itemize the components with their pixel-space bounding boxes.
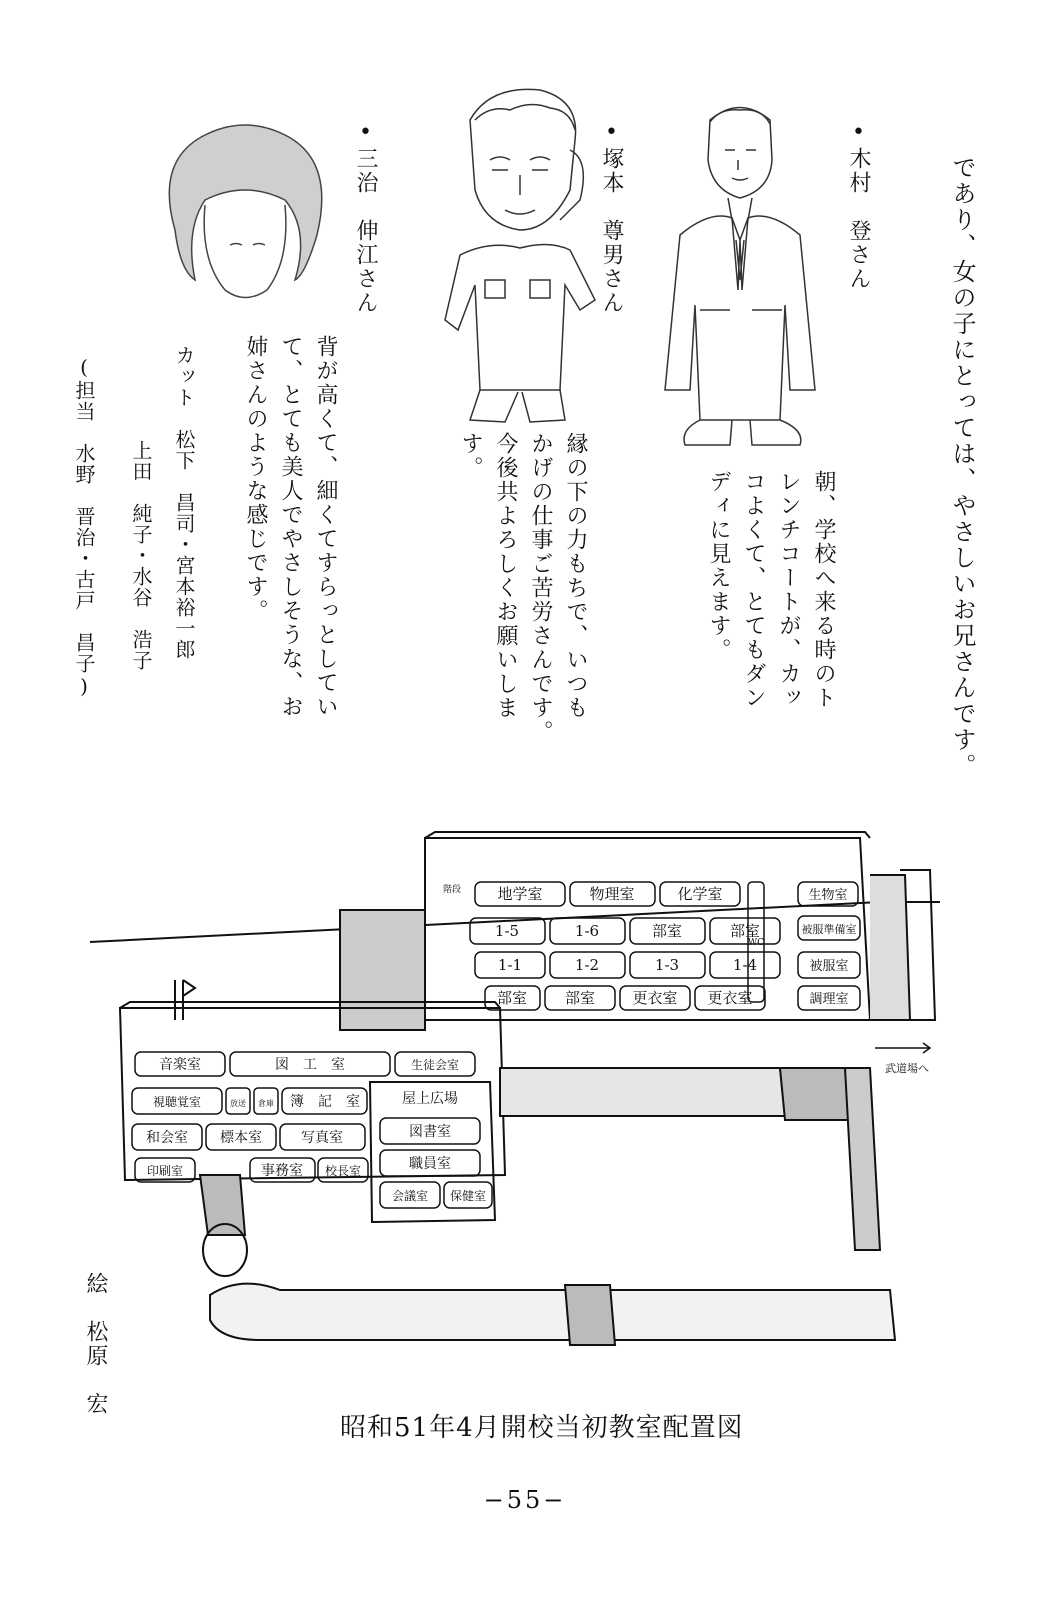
- front-room-3-1: 和会室: [146, 1130, 188, 1146]
- kimura-name: •木村 登さん: [846, 120, 871, 291]
- front-room-3-3: 写真室: [301, 1130, 343, 1146]
- rear-room-1-2: 物理室: [589, 885, 635, 903]
- flagpoles: [175, 980, 195, 1020]
- artist-credit: 絵 松原 宏: [83, 1272, 108, 1416]
- front-room-4-1: 印刷室: [146, 1164, 184, 1178]
- rear-room-2-2: 1-6: [574, 922, 600, 940]
- tsukamoto-line-4: す。: [458, 432, 483, 480]
- annex-room-3: 職員室: [409, 1156, 451, 1172]
- mitsuji-line-2: て、とても美人でやさしそうな、お: [278, 335, 303, 719]
- credits-cut-2: 上田 純子・水谷 浩子: [129, 440, 153, 671]
- kimura-portrait-illustration: [640, 90, 840, 460]
- rear-right-room-3: 被服室: [809, 959, 849, 974]
- tsukamoto-caricature-illustration: [430, 80, 610, 440]
- front-room-4-3: 校長室: [324, 1164, 362, 1178]
- mitsuji-line-1: 背が高くて、細くてすらっとしてい: [313, 335, 338, 719]
- tsukamoto-line-2: かげの仕事ご苦労さんです。: [528, 432, 553, 744]
- rear-room-4-2: 部室: [564, 989, 596, 1007]
- front-walkway: [210, 1284, 895, 1340]
- rear-wc: WC: [747, 938, 765, 948]
- rear-room-1-3: 化学室: [677, 885, 723, 903]
- rear-stair-block: [340, 910, 425, 1030]
- front-room-3-2: 標本室: [220, 1130, 262, 1146]
- rear-room-2-1: 1-5: [494, 922, 520, 940]
- corridor-2: [845, 1068, 880, 1250]
- mitsuji-portrait-illustration: [145, 110, 345, 310]
- front-room-1-3: 生徒会室: [410, 1058, 460, 1072]
- annex-room-5: 保健室: [449, 1189, 487, 1203]
- rear-room-4-3: 更衣室: [632, 989, 678, 1007]
- tsukamoto-line-3: 今後共よろしくお願いしま: [493, 432, 518, 720]
- rear-side-room: 階段: [442, 885, 462, 895]
- rear-room-3-1: 1-1: [497, 956, 523, 974]
- page-number: −55−: [483, 1486, 567, 1514]
- kimura-line-1: 朝、学校へ来る時のト: [811, 470, 836, 710]
- rear-room-3-4: 1-4: [732, 956, 758, 974]
- credits-staff: (担当 水野 晋治・古戸 昌子): [72, 355, 96, 699]
- intro-line: であり、女の子にとっては、やさしいお兄さんです。: [948, 155, 976, 779]
- tsukamoto-name: •塚本 尊男さん: [599, 120, 624, 315]
- map-caption: 昭和51年4月開校当初教室配置図: [340, 1413, 744, 1443]
- kimura-line-4: ディに見えます。: [706, 470, 731, 662]
- mitsuji-name: •三治 伸江さん: [353, 120, 378, 315]
- tsukamoto-line-1: 縁の下の力もちで、いつも: [563, 432, 588, 720]
- annex-room-2: 図書室: [409, 1124, 451, 1140]
- rear-room-2-4: 部室: [729, 922, 761, 940]
- front-room-4-2: 事務室: [261, 1163, 303, 1179]
- rear-room-2-3: 部室: [651, 922, 683, 940]
- entrance-stairs: [200, 1175, 245, 1235]
- corridor-1: [500, 1068, 785, 1116]
- rear-room-4-1: 部室: [496, 989, 528, 1007]
- budojo-arrow-icon: [875, 1043, 930, 1053]
- budojo-arrow-label: 武道場へ: [885, 1062, 929, 1075]
- school-layout-map: [80, 820, 970, 1380]
- rear-right-room-4: 調理室: [809, 992, 849, 1007]
- rear-room-3-2: 1-2: [574, 956, 600, 974]
- front-room-2-2: 放送: [230, 1099, 246, 1108]
- front-room-2-4: 簿 記 室: [290, 1094, 360, 1110]
- rear-right-room-1: 生物室: [808, 888, 848, 903]
- rear-room-3-3: 1-3: [654, 956, 680, 974]
- kimura-line-2: レンチコートが、カッ: [776, 470, 801, 710]
- rear-room-4-4: 更衣室: [707, 989, 753, 1007]
- credits-cut-1: カット 松下 昌司・宮本裕一郎: [172, 345, 196, 660]
- rear-right-room-2: 被服準備室: [801, 923, 857, 936]
- annex-room-1: 屋上広場: [402, 1091, 458, 1107]
- annex-room-4: 会議室: [391, 1189, 429, 1203]
- mitsuji-line-3: 姉さんのような感じです。: [243, 335, 268, 623]
- front-room-2-3: 倉庫: [258, 1099, 274, 1108]
- kimura-line-3: コよくて、とてもダン: [741, 470, 766, 710]
- front-room-1-1: 音楽室: [159, 1057, 201, 1073]
- rear-room-1-1: 地学室: [497, 885, 543, 903]
- front-room-1-2: 図 工 室: [275, 1057, 345, 1073]
- map-road-line: [90, 902, 880, 942]
- front-room-2-1: 視聴覚室: [152, 1095, 202, 1109]
